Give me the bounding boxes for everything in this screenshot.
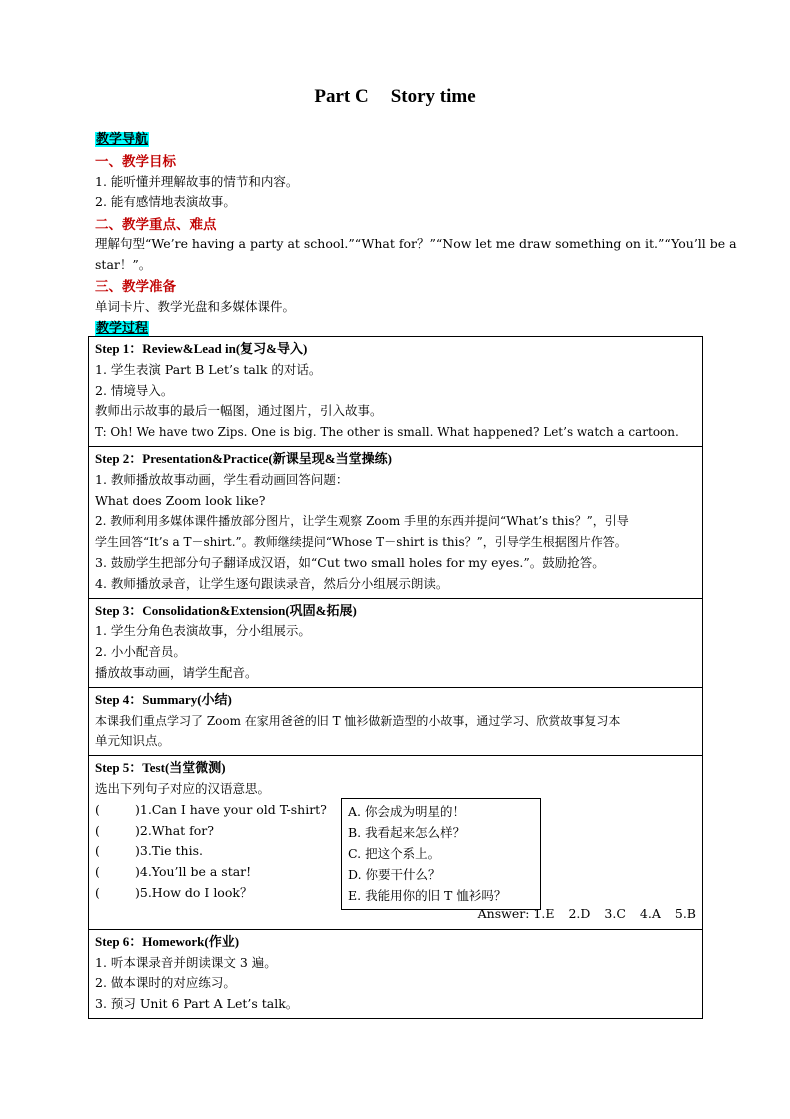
step-line: 教师出示故事的最后一幅图，通过图片，引入故事。 [95,403,383,419]
objective-item: 2. 能有感情地表演故事。 [95,194,236,209]
step-6-cell [89,929,703,1018]
key-points-line: 理解句型“We’re having a party at school.”“What for？”“Now let me draw something on it.”“You’ll be a [95,236,737,251]
step-3-cell [89,598,703,687]
step-line: 1. 学生表演 Part B Let’s talk 的对话。 [95,361,322,377]
step-line: 学生回答“It’s a T－shirt.”。教师继续提问“Whose T－shirt is this？”，引导学生根据图片作答。 [95,535,627,550]
step-line: T: Oh! We have two Zips. One is big. The other is small. What happened? Let’s watch a cartoon. [95,425,679,440]
step-line: 3. 预习 Unit 6 Part A Let’s talk。 [95,996,299,1012]
option-item: D. 你要干什么？ [348,866,441,882]
option-item: C. 把这个系上。 [348,845,441,861]
answer-key [472,904,696,925]
key-points-line: star！”。 [95,257,152,272]
step-5-heading: Step 5：Test(当堂微测) [95,760,226,776]
objective-item: 1. 能听懂并理解故事的情节和内容。 [95,174,299,189]
test-area [95,800,696,926]
answer-item: 5.B [674,905,696,921]
step-line: 1. 教师播放故事动画，学生看动画回答问题： [95,471,349,487]
step-1-row [89,337,703,447]
answer-item: 3.C [604,905,626,921]
title-name: Story time [390,86,476,107]
step-line: 2. 情境导入。 [95,382,174,398]
step-6-row [89,929,703,1018]
page-title [0,86,790,108]
step-line: 单元知识点。 [95,733,171,749]
step-line: 3. 鼓励学生把部分句子翻译成汉语，如“Cut two small holes for my eyes.”。鼓励抢答。 [95,554,605,570]
key-points-heading: 二、教学重点、难点 [95,217,217,233]
guide-heading: 教学导航 [96,132,149,147]
option-item: E. 我能用你的旧 T 恤衫吗？ [348,887,507,903]
option-item: A. 你会成为明星的！ [348,803,465,819]
step-1-heading: Step 1：Review&Lead in(复习&导入) [95,341,308,356]
step-line: 2. 教师利用多媒体课件播放部分图片，让学生观察 Zoom 手里的东西并提问“What’s this？”，引导 [95,514,629,529]
question-item: ( )5.How do I look？ [95,884,253,900]
step-2-cell [89,446,703,598]
step-3-row [89,598,703,687]
step-5-cell [89,756,703,930]
question-item: ( )1.Can I have your old T-shirt? [95,801,327,817]
step-line: 本课我们重点学习了 Zoom 在家用爸爸的旧 T 恤衫做新造型的小故事，通过学习、欣赏故事复习本 [95,713,621,728]
options-box [341,798,541,910]
answer-item: Answer: 1.E [477,905,555,921]
question-item: ( )2.What for? [95,822,214,838]
step-line: What does Zoom look like? [95,492,266,508]
step-1-cell [89,337,703,447]
step-line: 播放故事动画，请学生配音。 [95,664,258,680]
preparation-text: 单词卡片、教学光盘和多媒体课件。 [95,299,296,314]
step-3-heading: Step 3：Consolidation&Extension(巩固&拓展) [95,602,357,618]
step-4-cell [89,687,703,755]
question-list [95,800,327,904]
question-item: ( )3.Tie this. [95,843,203,859]
test-instruction: 选出下列句子对应的汉语意思。 [95,780,271,796]
option-item: B. 我看起来怎么样？ [348,824,466,840]
step-line: 1. 学生分角色表演故事，分小组展示。 [95,623,311,639]
step-4-row [89,687,703,755]
step-6-heading: Step 6：Homework(作业) [95,933,240,949]
preparation-heading: 三、教学准备 [95,279,176,295]
process-heading: 教学过程 [96,321,149,336]
steps-table [88,336,703,1019]
answer-item: 4.A [639,905,661,921]
step-2-heading: Step 2：Presentation&Practice(新课呈现&当堂操练) [95,450,392,466]
title-part: Part C [314,86,369,107]
step-4-heading: Step 4：Summary(小结) [95,691,232,707]
step-5-row [89,756,703,930]
step-line: 4. 教师播放录音，让学生逐句跟读录音，然后分小组展示朗读。 [95,575,449,591]
question-item: ( )4.You’ll be a star! [95,864,252,880]
objectives-heading: 一、教学目标 [95,154,176,170]
step-2-row [89,446,703,598]
step-line: 2. 做本课时的对应练习。 [95,975,236,991]
step-line: 2. 小小配音员。 [95,644,186,660]
answer-item: 2.D [568,905,591,921]
step-line: 1. 听本课录音并朗读课文 3 遍。 [95,954,277,970]
